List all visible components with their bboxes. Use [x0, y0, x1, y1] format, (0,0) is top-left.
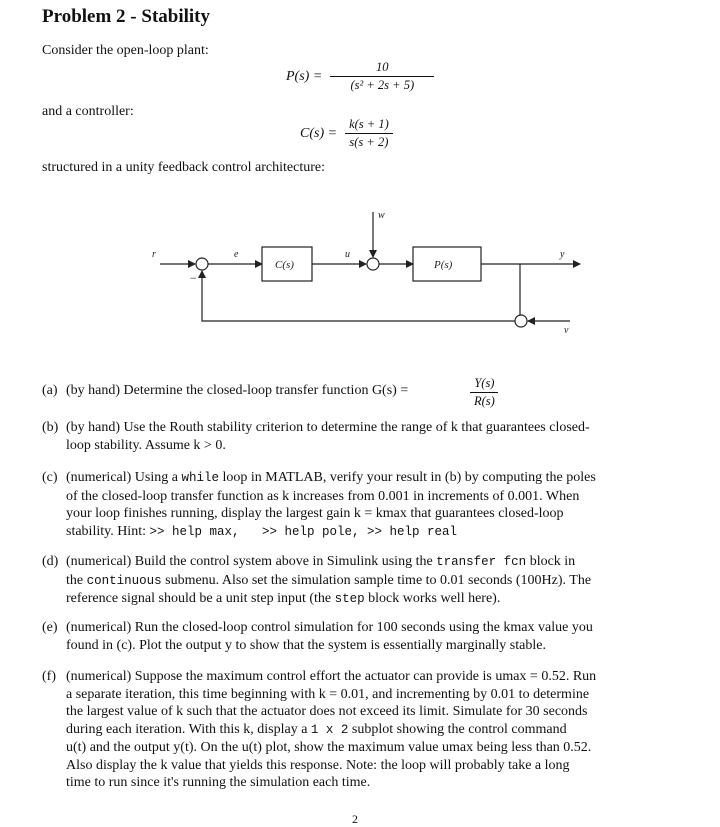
page-number: 2 [352, 812, 358, 826]
part-a [42, 376, 682, 412]
part-a-label: (a) [42, 383, 58, 398]
part-d-line-3: reference signal should be a unit step input (the step block works well here). [66, 591, 501, 606]
part-b-line-2: loop stability. Assume k > 0. [66, 437, 226, 453]
part-c-line-2: of the closed-loop transfer function as k increases from 0.001 in increments of 0.001. When [66, 488, 580, 504]
part-f-line-1: (numerical) Suppose the maximum control effort the actuator can provide is umax = 0.52. Run [66, 669, 597, 684]
subplot-code: 1 x 2 [310, 722, 349, 737]
part-f-line-7: time to run since it's running the simulation each time. [66, 775, 371, 790]
summing-junction-disturbance [367, 258, 379, 270]
part-c-line-1: (numerical) Using a while loop in MATLAB, verify your result in (b) by computing the poles [66, 470, 596, 485]
part-c [42, 469, 672, 541]
plant-denominator: (s² + 2s + 5) [350, 78, 415, 92]
controller-equation [300, 117, 393, 150]
transfer-fcn-code: transfer fcn [436, 555, 527, 569]
part-f [42, 668, 672, 792]
continuous-code: continuous [86, 573, 162, 588]
part-f-line-5: u(t) and the output y(t). On the u(t) plot, show the maximum value umax being less than 0.52. [66, 740, 592, 755]
controller-fraction [345, 117, 393, 150]
controller-numerator: k(s + 1) [345, 117, 393, 134]
part-b [42, 419, 672, 454]
controller-denominator: s(s + 2) [349, 135, 389, 149]
structure-text: structured in a unity feedback control architecture: [42, 160, 325, 175]
plant-numerator: 10 [330, 60, 434, 77]
controller-block-label: C(s) [275, 259, 294, 271]
plant-block-label: P(s) [434, 259, 453, 271]
part-e-label: (e) [42, 620, 58, 635]
part-b-line-1: (by hand) Use the Routh stability criterion to determine the range of k that guarantees closed- [66, 420, 590, 435]
plant-equation [286, 60, 434, 93]
part-f-line-3: the largest value of k such that the actuator does not exceed its limit. Simulate for 30 seconds [66, 704, 588, 719]
label-u: u [345, 249, 350, 260]
part-f-line-4: during each iteration. With this k, display a 1 x 2 subplot showing the control command [66, 721, 567, 737]
while-code: while [181, 471, 219, 485]
part-d-line-1: (numerical) Build the control system above in Simulink using the transfer fcn block in [66, 554, 576, 569]
part-c-label: (c) [42, 470, 58, 485]
controller-lhs: C(s) = [300, 125, 338, 141]
label-r: r [152, 249, 156, 260]
summing-junction-error [196, 258, 208, 270]
part-a-frac-den: R(s) [474, 394, 495, 408]
plant-fraction [330, 60, 434, 93]
part-d-label: (d) [42, 554, 59, 569]
part-f-line-6: Also display the k value that yields this response. Note: the loop will probably take a long [66, 757, 570, 773]
feedback-block-diagram [140, 200, 590, 340]
step-code: step [334, 592, 365, 606]
label-w: w [378, 210, 385, 221]
controller-intro-text: and a controller: [42, 104, 134, 119]
label-minus: − [189, 271, 198, 285]
plant-lhs: P(s) = [286, 68, 323, 84]
label-e: e [234, 249, 239, 260]
label-y: y [560, 249, 565, 260]
summing-junction-noise [515, 315, 527, 327]
intro-text: Consider the open-loop plant: [42, 43, 209, 58]
part-e-line-2: found in (c). Plot the output y to show that the system is essentially marginally stable. [66, 637, 546, 653]
part-c-line-4: stability. Hint: >> help max, >> help pole, >> help real [66, 523, 458, 539]
label-v: v [564, 325, 569, 336]
part-d-line-2: the continuous submenu. Also set the simulation sample time to 0.01 seconds (100Hz). The [66, 572, 592, 588]
part-b-label: (b) [42, 420, 59, 435]
hint-code: >> help max, >> help pole, >> help real [149, 524, 458, 539]
problem-title: Problem 2 - Stability [42, 6, 211, 27]
part-a-text: (by hand) Determine the closed-loop transfer function G(s) = [66, 383, 409, 398]
part-a-frac-num: Y(s) [470, 376, 498, 393]
part-e-line-1: (numerical) Run the closed-loop control simulation for 100 seconds using the kmax value you [66, 620, 593, 635]
part-f-line-2: a separate iteration, this time beginning with k = 0.01, and incrementing by 0.01 to determine [66, 686, 590, 702]
part-a-fraction [470, 376, 499, 409]
part-d [42, 553, 672, 609]
feedback-branch-line [515, 264, 520, 321]
part-f-label: (f) [42, 669, 56, 684]
part-e [42, 619, 672, 654]
part-c-line-3: your loop finishes running, display the largest gain k = kmax that guarantees closed-loop [66, 506, 564, 521]
